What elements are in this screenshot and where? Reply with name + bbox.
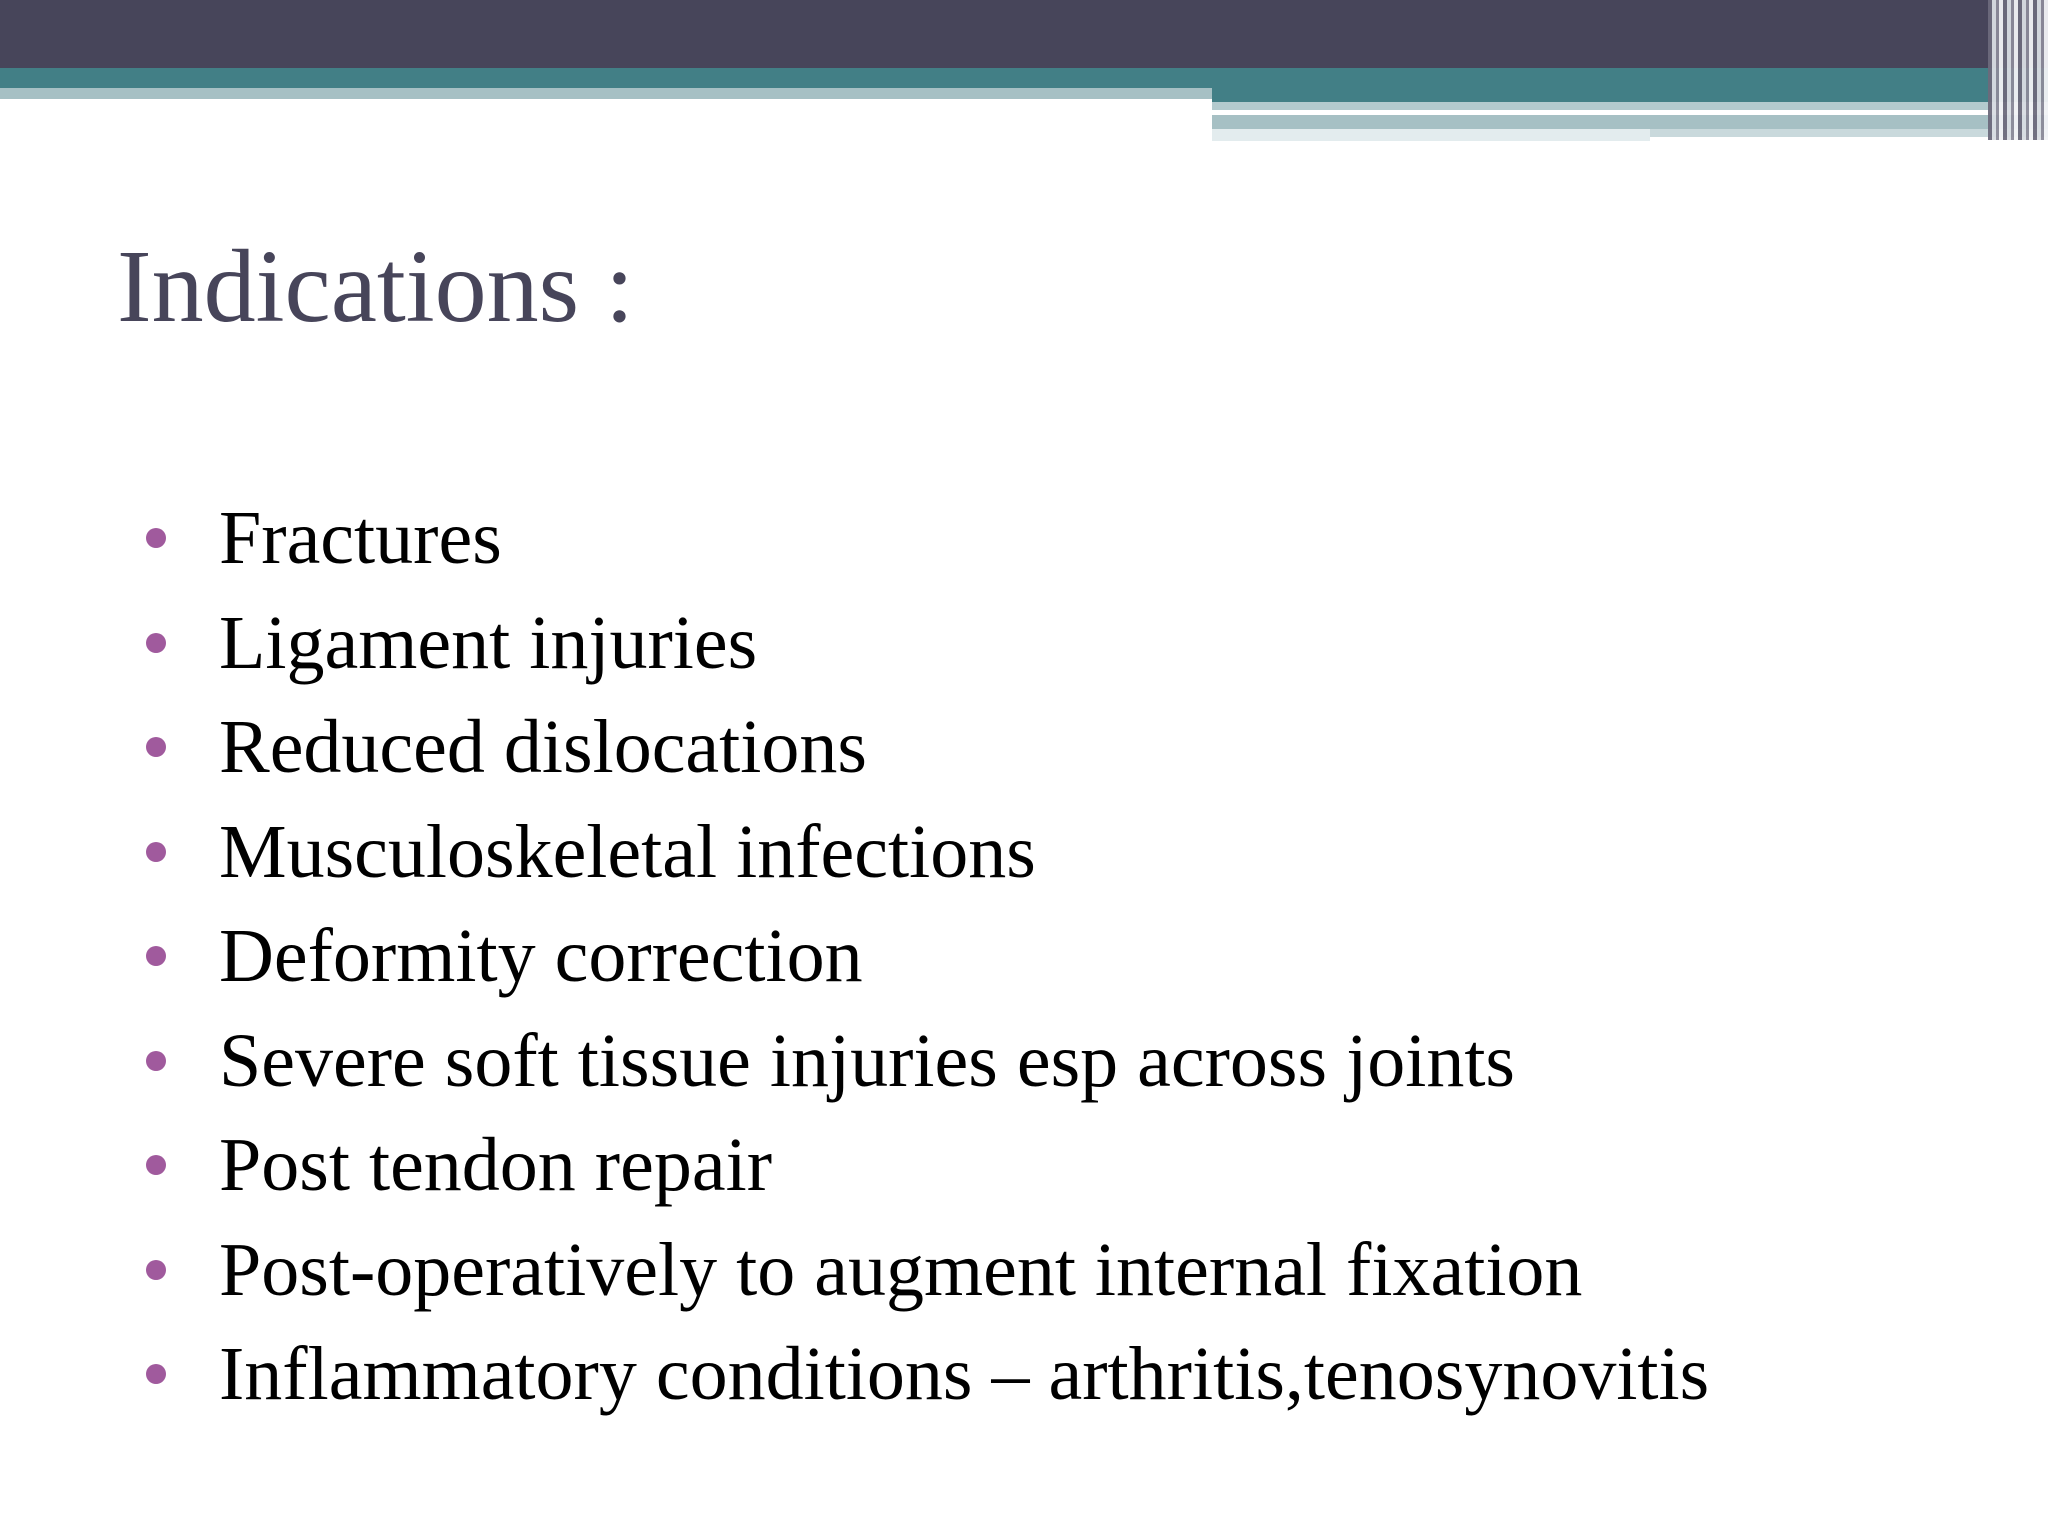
bullet-marker-icon [146, 633, 166, 653]
bullet-text: Fractures [219, 496, 502, 581]
header-stripes-decoration [1988, 0, 2048, 140]
bullet-marker-icon [146, 1155, 166, 1175]
header-band-teal-right [1212, 88, 2048, 102]
header-band-light-right-lower [1212, 115, 2048, 129]
slide-title: Indications : [117, 229, 635, 344]
bullet-marker-icon [146, 842, 166, 862]
bullet-text: Post-operatively to augment internal fixation [219, 1227, 1583, 1312]
bullet-text: Post tendon repair [219, 1123, 773, 1208]
bullet-text: Inflammatory conditions – arthritis,tenosynovitis [219, 1332, 1710, 1417]
header-band-dark [0, 0, 2048, 68]
header-band-light-left [0, 88, 1212, 99]
bullet-marker-icon [146, 528, 166, 548]
bullet-text: Deformity correction [219, 914, 863, 999]
bullet-text: Reduced dislocations [219, 705, 867, 790]
bullet-text: Musculoskeletal infections [219, 809, 1036, 894]
bullet-marker-icon [146, 1260, 166, 1280]
header-band-faint [1212, 129, 1650, 141]
bullet-marker-icon [146, 737, 166, 757]
bullet-marker-icon [146, 1051, 166, 1071]
bullet-text: Severe soft tissue injuries esp across joints [219, 1018, 1516, 1103]
bullet-text: Ligament injuries [219, 600, 758, 685]
header-band-teal [0, 68, 2048, 88]
bullet-marker-icon [146, 1364, 166, 1384]
header-band-light-right [1212, 102, 2048, 110]
bullet-marker-icon [146, 946, 166, 966]
